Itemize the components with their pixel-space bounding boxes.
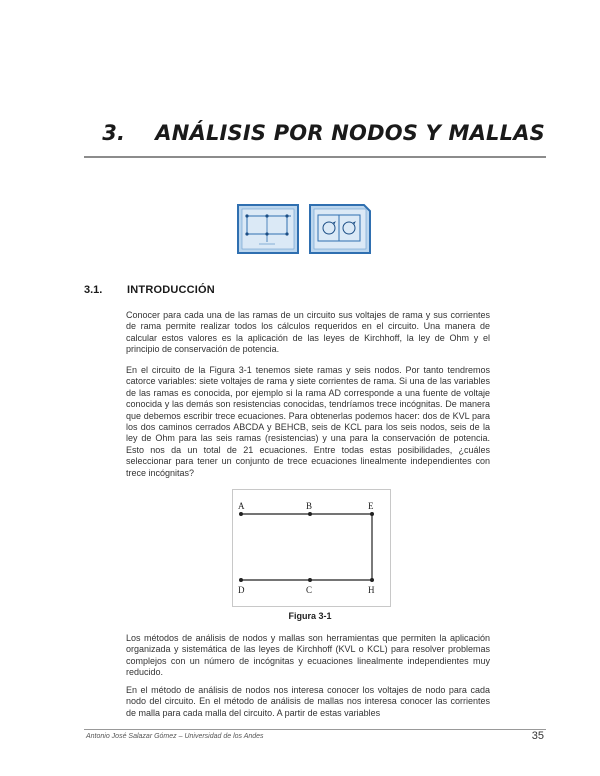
paragraph-intro: Conocer para cada una de las ramas de un circuito sus voltajes de rama y sus corrientes de rama permite realizar todos los cálculos requeridos en el circuito. Una manera de calcular estos valores es la aplicación de las leyes de Kirchhoff, la ley de Ohm y el principio de conservación de potencia. <box>126 310 490 355</box>
nodal-analysis-icon <box>237 204 299 254</box>
paragraph-circuit-variables: En el circuito de la Figura 3-1 tenemos siete ramas y seis nodos. Por tanto tendremos catorce variables: siete voltajes de rama y siete corrientes de rama. Si una de las variables de las ramas es conocida, por ejemplo si la rama AD corresponde a una fuente de voltaje conocida y las demás son resistencias conocidas, tendríamos trece incógnitas. De manera que debemos escribir trece ecuaciones. Para obtenerlas podemos hacer: dos de KVL para los dos caminos cerrados ABCDA y BEHCB, seis de KCL para los seis nodos, seis de la ley de Ohm para las seis ramas (resistencias) y una para la conservación de potencia. Esto nos da un total de 21 ecuaciones. Entre todas estas posibilidades, ¿cuáles seleccionar para tener un conjunto de trece ecuaciones linealmente independientes con trece incógnitas? <box>126 365 490 478</box>
chapter-title <box>0 121 545 145</box>
node-label-d: D <box>238 585 245 595</box>
figure-caption: Figura 3-1 <box>288 611 332 621</box>
footer-rule <box>84 729 546 730</box>
node-label-a: A <box>238 501 245 511</box>
node-label-b: B <box>306 501 313 511</box>
title-rule <box>84 156 546 158</box>
footer-author: Antonio José Salazar Gómez – Universidad de los Andes <box>86 733 264 740</box>
figure-3-1 <box>232 489 391 607</box>
node-label-h: H <box>368 585 375 595</box>
node-e <box>370 512 374 516</box>
paragraph-node-method: En el método de análisis de nodos nos interesa conocer los voltajes de nodo para cada nodo del circuito. En el método de análisis de mallas nos interesa conocer las corrientes de malla para cada malla del circuito. A partir de estas variables <box>126 685 490 718</box>
node-label-c: C <box>306 585 313 595</box>
paragraph-methods: Los métodos de análisis de nodos y mallas son herramientas que permiten la aplicación organizada y sistemática de las leyes de Kirchhoff (KVL o KCL) para resolver problemas complejos con un número de incógnitas y ecuaciones linealmente independientes muy reducido. <box>126 633 490 678</box>
circuit-diagram <box>233 490 390 606</box>
chapter-name: ANÁLISIS POR NODOS Y MALLAS <box>155 121 545 145</box>
node-h <box>370 578 374 582</box>
node-d <box>239 578 243 582</box>
node-label-e: E <box>368 501 374 511</box>
node-c <box>308 578 312 582</box>
section-number: 3.1. <box>84 284 103 296</box>
section-title: INTRODUCCIÓN <box>127 284 215 296</box>
mesh-analysis-icon <box>309 204 371 254</box>
node-a <box>239 512 243 516</box>
node-b <box>308 512 312 516</box>
page-number: 35 <box>531 730 544 742</box>
chapter-number: 3. <box>102 121 126 145</box>
